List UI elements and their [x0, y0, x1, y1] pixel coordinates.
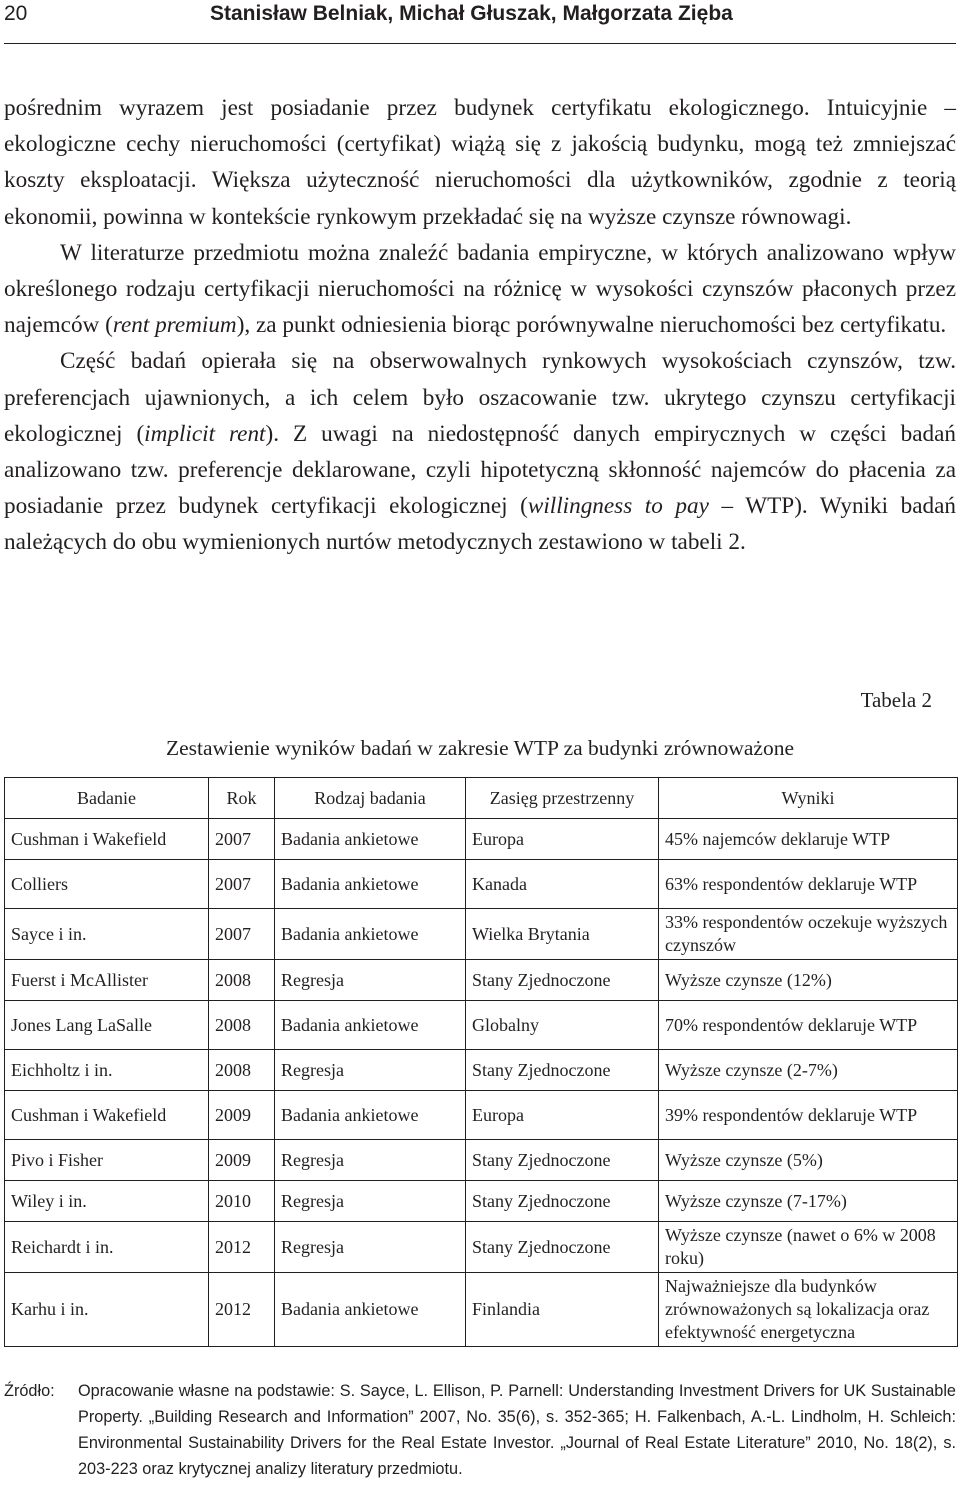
cell-scope: Stany Zjednoczone — [466, 1140, 659, 1181]
cell-result: 63% respondentów deklaruje WTP — [659, 860, 958, 909]
cell-result: Wyższe czynsze (2-7%) — [659, 1050, 958, 1091]
cell-study: Sayce i in. — [5, 909, 209, 960]
header-rok: Rok — [209, 778, 275, 819]
page-header — [4, 0, 956, 44]
source-text: Opracowanie własne na podstawie: S. Sayce, L. Ellison, P. Parnell: Understanding Investment Drivers for UK Sustainable Property. „Building Research and Information” 2007, No. 35(6), s. 352-365; H. Falkenbach, A.-L. Lindholm, H. Schleich: Environmental Sustainability Drivers for the Real Estate Investor. „Journal of Real Estate Literature” 2010, No. 18(2), s. 203-223 oraz krytycznej analizy literatury przedmiotu. — [78, 1382, 956, 1478]
cell-result: Wyższe czynsze (12%) — [659, 960, 958, 1001]
cell-scope: Finlandia — [466, 1273, 659, 1347]
cell-study: Jones Lang LaSalle — [5, 1001, 209, 1050]
cell-study: Fuerst i McAllister — [5, 960, 209, 1001]
cell-study: Karhu i in. — [5, 1273, 209, 1347]
cell-result: Wyższe czynsze (5%) — [659, 1140, 958, 1181]
cell-study: Cushman i Wakefield — [5, 1091, 209, 1140]
cell-scope: Globalny — [466, 1001, 659, 1050]
cell-method: Badania ankietowe — [275, 819, 466, 860]
table-row — [5, 1091, 958, 1140]
cell-year: 2010 — [209, 1181, 275, 1222]
paragraph-2: W literaturze przedmiotu można znaleźć badania empiryczne, w których analizowano wpływ określonego rodzaju certyfikacji nieruchomości na różnicę w wysokości czynszów płaconych przez najemców (rent premium), za punkt odniesienia biorąc porównywalne nieruchomości bez certyfikatu. — [4, 239, 956, 339]
cell-method: Regresja — [275, 1050, 466, 1091]
header-badanie: Badanie — [5, 778, 209, 819]
cell-method: Badania ankietowe — [275, 1091, 466, 1140]
cell-method: Badania ankietowe — [275, 1001, 466, 1050]
table-row — [5, 960, 958, 1001]
table-row — [5, 1050, 958, 1091]
source-note — [4, 1378, 956, 1482]
cell-method: Regresja — [275, 1181, 466, 1222]
cell-scope: Stany Zjednoczone — [466, 1222, 659, 1273]
page-number: 20 — [4, 2, 28, 25]
table-header-row — [5, 778, 958, 819]
cell-year: 2007 — [209, 819, 275, 860]
cell-result: 39% respondentów deklaruje WTP — [659, 1091, 958, 1140]
header-rule — [4, 43, 956, 44]
header-wyniki: Wyniki — [659, 778, 958, 819]
cell-scope: Stany Zjednoczone — [466, 1050, 659, 1091]
table-row — [5, 1181, 958, 1222]
table-row — [5, 860, 958, 909]
cell-method: Regresja — [275, 960, 466, 1001]
paragraph-1: pośrednim wyrazem jest posiadanie przez budynek certyfikatu ekologicznego. Intuicyjnie – ekologiczne cechy nieruchomości (certyfikat) wiążą się z jakością budynku, mogą też zmniejszać koszty eksploatacji. Większa użyteczność nieruchomości dla użytkowników, zgodnie z teorią ekonomii, powinna w kontekście rynkowym przekładać się na wyższe czynsze równowagi. — [4, 95, 956, 230]
body-text — [4, 90, 956, 561]
cell-result: 33% respondentów oczekuje wyższych czynszów — [659, 909, 958, 960]
cell-study: Wiley i in. — [5, 1181, 209, 1222]
cell-result: 70% respondentów deklaruje WTP — [659, 1001, 958, 1050]
cell-scope: Stany Zjednoczone — [466, 960, 659, 1001]
header-zasieg: Zasięg przestrzenny — [466, 778, 659, 819]
cell-study: Eichholtz i in. — [5, 1050, 209, 1091]
results-table — [4, 777, 958, 1347]
cell-scope: Kanada — [466, 860, 659, 909]
cell-year: 2009 — [209, 1091, 275, 1140]
table-title: Zestawienie wyników badań w zakresie WTP za budynki zrównoważone — [165, 736, 795, 760]
running-head-authors: Stanisław Belniak, Michał Głuszak, Małgorzata Zięba — [210, 2, 733, 25]
cell-year: 2012 — [209, 1273, 275, 1347]
table-row — [5, 819, 958, 860]
cell-study: Colliers — [5, 860, 209, 909]
cell-scope: Europa — [466, 819, 659, 860]
cell-year: 2008 — [209, 1001, 275, 1050]
cell-method: Badania ankietowe — [275, 909, 466, 960]
cell-year: 2008 — [209, 960, 275, 1001]
table-row — [5, 1222, 958, 1273]
cell-year: 2007 — [209, 860, 275, 909]
source-label: Źródło: — [4, 1382, 55, 1400]
cell-result: 45% najemców deklaruje WTP — [659, 819, 958, 860]
cell-study: Cushman i Wakefield — [5, 819, 209, 860]
table-row — [5, 1273, 958, 1347]
table-row — [5, 1001, 958, 1050]
cell-scope: Europa — [466, 1091, 659, 1140]
table-label: Tabela 2 — [860, 688, 932, 712]
cell-method: Regresja — [275, 1140, 466, 1181]
table-row — [5, 1140, 958, 1181]
cell-result: Najważniejsze dla budynków zrównoważonych są lokalizacja oraz efektywność energetyczna — [659, 1273, 958, 1347]
cell-year: 2007 — [209, 909, 275, 960]
cell-method: Badania ankietowe — [275, 860, 466, 909]
cell-method: Badania ankietowe — [275, 1273, 466, 1347]
header-rodzaj-badania: Rodzaj badania — [275, 778, 466, 819]
cell-study: Pivo i Fisher — [5, 1140, 209, 1181]
cell-year: 2012 — [209, 1222, 275, 1273]
cell-study: Reichardt i in. — [5, 1222, 209, 1273]
cell-scope: Wielka Brytania — [466, 909, 659, 960]
paragraph-3: Część badań opierała się na obserwowalnych rynkowych wysokościach czynszów, tzw. preferencjach ujawnionych, a ich celem było oszacowanie tzw. ukrytego czynszu certyfikacji ekologicznej (implicit rent). Z uwagi na niedostępność danych empirycznych w części badań analizowano tzw. preferencje deklarowane, czyli hipotetyczną skłonność najemców do płacenia za posiadanie przez budynek certyfikacji ekologicznej (willingness to pay – WTP). Wyniki badań należących do obu wymienionych nurtów metodycznych zestawiono w tabeli 2. — [4, 348, 956, 556]
cell-year: 2009 — [209, 1140, 275, 1181]
table-row — [5, 909, 958, 960]
cell-result: Wyższe czynsze (nawet o 6% w 2008 roku) — [659, 1222, 958, 1273]
cell-scope: Stany Zjednoczone — [466, 1181, 659, 1222]
cell-year: 2008 — [209, 1050, 275, 1091]
cell-result: Wyższe czynsze (7-17%) — [659, 1181, 958, 1222]
cell-method: Regresja — [275, 1222, 466, 1273]
